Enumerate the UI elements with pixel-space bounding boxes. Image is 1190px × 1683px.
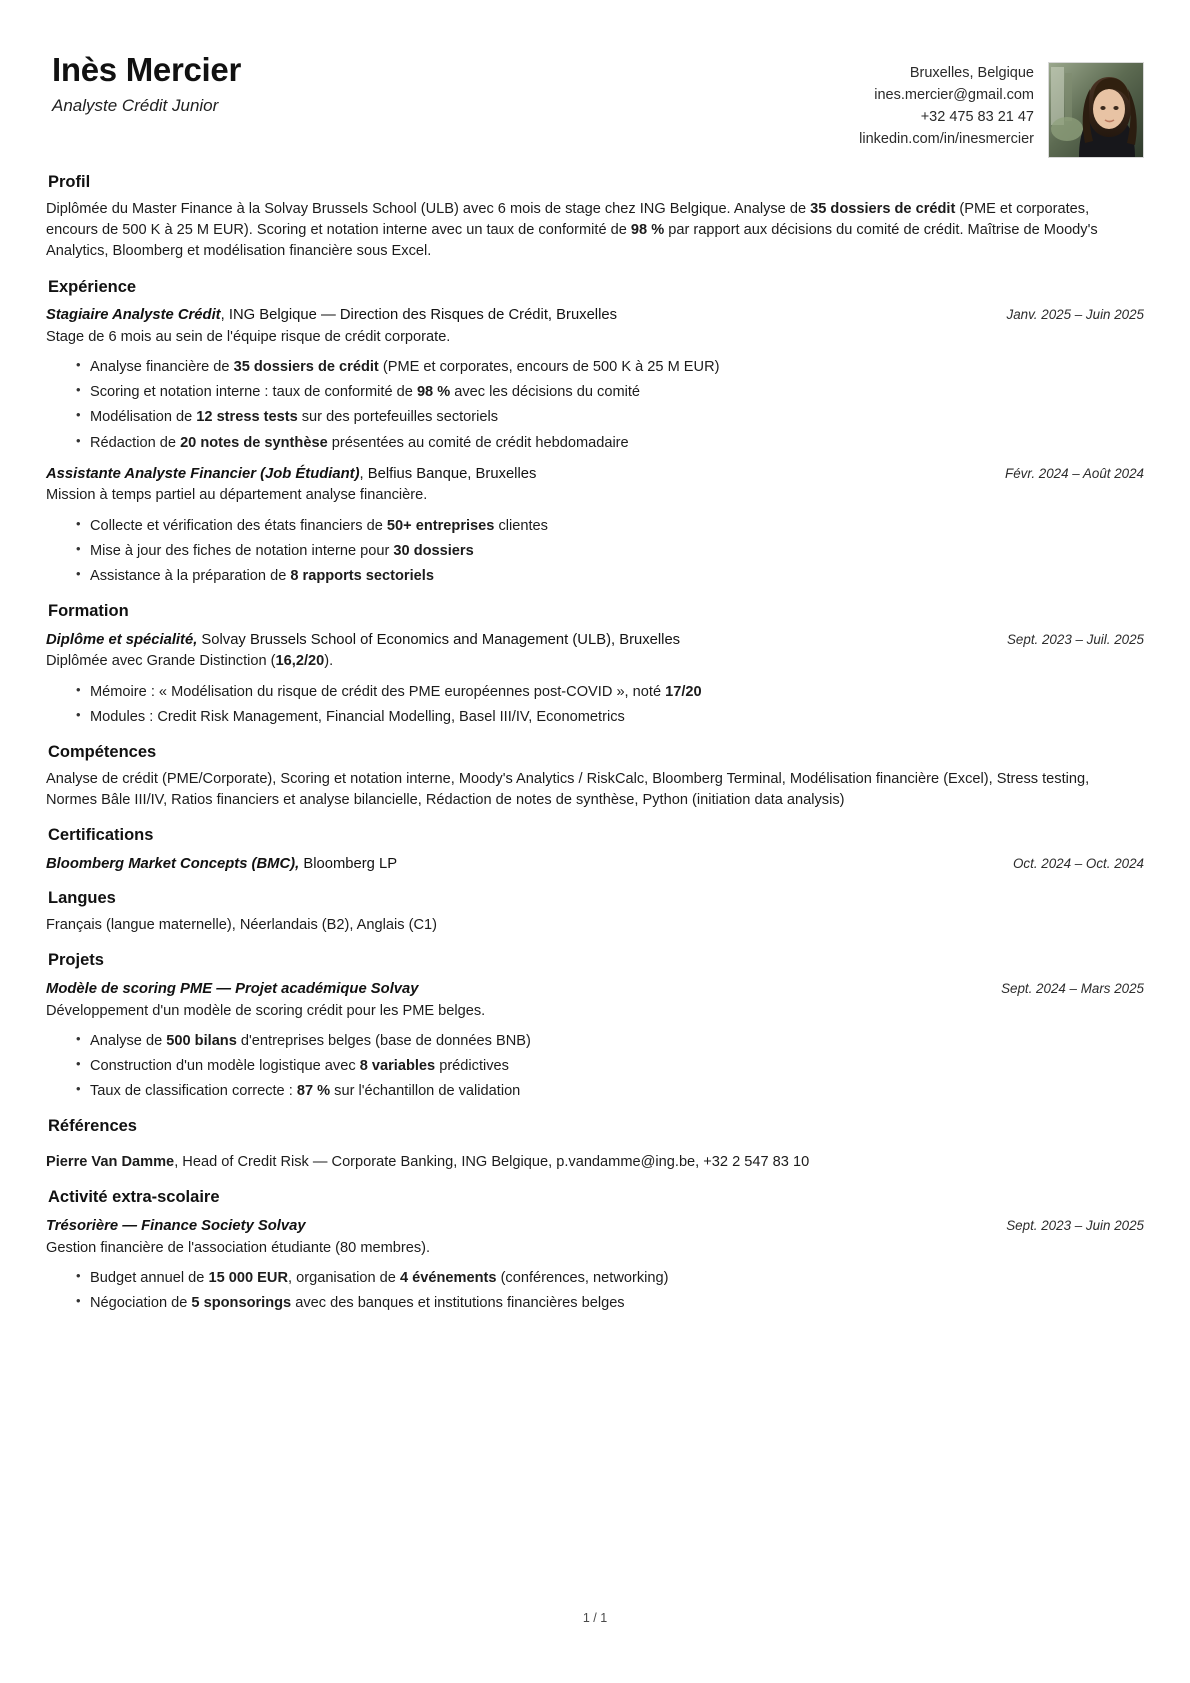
emphasis: 500 bilans — [166, 1032, 237, 1049]
contact-email[interactable]: ines.mercier@gmail.com — [874, 87, 1034, 104]
list-item: • Analyse de 500 bilans d'entreprises belges (base de données BNB) — [76, 1030, 1144, 1052]
emphasis: 35 dossiers de crédit — [810, 200, 956, 217]
certifications-entries — [46, 854, 1144, 875]
entry-date: Janv. 2025 – Juin 2025 — [1006, 307, 1144, 323]
entry-header — [46, 854, 1144, 875]
entry-header — [46, 630, 1144, 651]
list-item: • Taux de classification correcte : 87 % sur l'échantillon de validation — [76, 1080, 1144, 1102]
section-heading-label: Expérience — [48, 277, 137, 296]
section-langues — [46, 888, 1144, 936]
entry-date: Oct. 2024 – Oct. 2024 — [1012, 855, 1144, 871]
entry-role-title: Trésorière — Finance Society Solvay — [46, 1217, 306, 1234]
competences-text: Analyse de crédit (PME/Corporate), Scoring et notation interne, Moody's Analytics / RiskCalc, Bloomberg Terminal, Modélisation financière (Excel), Stress testing, Normes Bâle III/IV, Ratios financiers et analyse bilancielle, Rédaction de notes de synthèse, Python (initiation data analysis) — [46, 770, 1090, 808]
entry-header — [46, 979, 1144, 1000]
entry-date: Sept. 2024 – Mars 2025 — [1001, 980, 1144, 996]
entry-date: Févr. 2024 – Août 2024 — [1005, 465, 1144, 481]
section-heading-label: Activité extra-scolaire — [48, 1188, 220, 1207]
section-formation — [46, 601, 1144, 728]
list-item: • Mise à jour des fiches de notation interne pour 30 dossiers — [76, 540, 1144, 562]
page-indicator: 1 / 1 — [582, 1611, 608, 1625]
entry-role — [46, 1216, 986, 1237]
resume-header — [46, 44, 1144, 158]
list-item: • Assistance à la préparation de 8 rapports sectoriels — [76, 565, 1144, 587]
resume-entry — [46, 979, 1144, 1102]
resume-entry — [46, 464, 1144, 587]
resume-entry — [46, 630, 1144, 728]
references-text: Pierre Van Damme, Head of Credit Risk — Corporate Banking, ING Belgique, p.vandamme@ing.be, +32 2 547 83 10 — [46, 1153, 810, 1170]
projets-entries — [46, 979, 1144, 1102]
emphasis: 15 000 EUR — [208, 1269, 288, 1286]
section-heading-experience — [46, 277, 141, 298]
profile-photo-icon — [1049, 63, 1143, 157]
entry-date: Sept. 2023 – Juil. 2025 — [1007, 631, 1144, 647]
emphasis: 30 dossiers — [393, 542, 474, 559]
profil-text: Diplômée du Master Finance à la Solvay Brussels School (ULB) avec 6 mois de stage chez ING Belgique. Analyse de 35 dossiers de crédit (PME et corporates, encours de 500 K à 25 M EUR). Scoring et notation interne avec un taux de conformité de 98 % par rapport aux décisions du comité de crédit. Maîtrise de Moody's Analytics, Bloomberg et modélisation financière sous Excel. — [46, 200, 1098, 260]
entry-role-org: , ING Belgique — Direction des Risques de Crédit, Bruxelles — [220, 307, 618, 324]
emphasis: 50+ entreprises — [386, 517, 495, 534]
list-item: • Analyse financière de 35 dossiers de crédit (PME et corporates, encours de 500 K à 25 M EUR) — [76, 356, 1144, 378]
list-item: • Négociation de 5 sponsorings avec des banques et institutions financières belges — [76, 1292, 1144, 1314]
entry-subtitle: Mission à temps partiel au département analyse financière. — [46, 487, 428, 504]
section-certifications — [46, 825, 1144, 874]
emphasis: 5 sponsorings — [191, 1294, 292, 1311]
section-projets — [46, 950, 1144, 1102]
section-competences — [46, 742, 1144, 811]
list-item: • Rédaction de 20 notes de synthèse présentées au comité de crédit hebdomadaire — [76, 432, 1144, 454]
entry-role-org: Bloomberg LP — [299, 855, 398, 872]
section-heading-competences — [46, 742, 161, 763]
page-title — [50, 52, 247, 89]
section-heading-langues — [46, 888, 121, 909]
entry-bullet-list — [46, 1267, 1144, 1314]
list-item: • Scoring et notation interne : taux de conformité de 98 % avec les décisions du comité — [76, 381, 1144, 403]
job-title: Analyste Crédit Junior — [52, 95, 219, 115]
emphasis: 8 rapports sectoriels — [290, 567, 434, 584]
emphasis: 16,2/20 — [275, 653, 325, 670]
section-profil — [46, 172, 1144, 263]
contact-linkedin[interactable]: linkedin.com/in/inesmercier — [859, 131, 1034, 148]
list-item: • Modules : Credit Risk Management, Financial Modelling, Basel III/IV, Econometrics — [76, 706, 1144, 728]
entry-role — [46, 979, 981, 1000]
entry-subtitle: Développement d'un modèle de scoring crédit pour les PME belges. — [46, 1002, 486, 1019]
contact-block — [859, 52, 1144, 158]
entry-role-title: Modèle de scoring PME — Projet académique Solvay — [46, 980, 419, 997]
section-heading-extra-scolaire — [46, 1187, 225, 1208]
section-heading-label: Certifications — [48, 826, 154, 845]
emphasis: 98 % — [416, 384, 451, 401]
list-item: • Mémoire : « Modélisation du risque de crédit des PME européennes post-COVID », noté 17/20 — [76, 681, 1144, 703]
entry-role-org: , Belfius Banque, Bruxelles — [359, 465, 537, 482]
entry-header — [46, 464, 1144, 485]
emphasis: 20 notes de synthèse — [180, 434, 328, 451]
resume-entry — [46, 305, 1144, 454]
entry-bullet-list — [46, 1030, 1144, 1103]
entry-role-org: Solvay Brussels School of Economics and Management (ULB), Bruxelles — [197, 631, 681, 648]
section-references — [46, 1116, 1144, 1173]
section-heading-certifications — [46, 825, 158, 846]
avatar — [1048, 62, 1144, 158]
section-heading-references — [46, 1116, 142, 1137]
emphasis: 17/20 — [665, 683, 702, 700]
section-heading-label: Références — [48, 1117, 137, 1136]
section-heading-label: Compétences — [48, 742, 157, 761]
section-heading-label: Langues — [48, 889, 116, 908]
section-heading-label: Formation — [48, 602, 129, 621]
entry-role — [46, 630, 987, 651]
emphasis: 98 % — [630, 221, 665, 238]
langues-text: Français (langue maternelle), Néerlandais (B2), Anglais (C1) — [46, 917, 437, 934]
entry-role-title: Stagiaire Analyste Crédit — [46, 307, 221, 324]
section-heading-profil — [46, 172, 95, 193]
entry-subtitle: Diplômée avec Grande Distinction (16,2/20). — [46, 653, 334, 670]
entry-role — [46, 854, 993, 875]
list-item: • Construction d'un modèle logistique avec 8 variables prédictives — [76, 1055, 1144, 1077]
extra-entries — [46, 1216, 1144, 1314]
section-heading-label: Profil — [48, 173, 91, 191]
resume-entry — [46, 1216, 1144, 1314]
entry-bullet-list — [46, 356, 1144, 454]
entry-role — [46, 464, 985, 485]
entry-role — [46, 305, 987, 326]
entry-header — [46, 305, 1144, 326]
experience-entries — [46, 305, 1144, 587]
emphasis: 12 stress tests — [196, 409, 298, 426]
resume-entry — [46, 854, 1144, 875]
emphasis: 87 % — [296, 1083, 331, 1100]
candidate-name: Inès Mercier — [52, 51, 242, 88]
entry-bullet-list — [46, 681, 1144, 728]
section-heading-projets — [46, 950, 109, 971]
contact-location: Bruxelles, Belgique — [909, 65, 1034, 81]
formation-entries — [46, 630, 1144, 728]
entry-subtitle: Stage de 6 mois au sein de l'équipe risque de crédit corporate. — [46, 328, 451, 345]
emphasis: Pierre Van Damme — [46, 1153, 175, 1170]
section-extra-scolaire — [46, 1187, 1144, 1314]
entry-header — [46, 1216, 1144, 1237]
section-experience — [46, 277, 1144, 588]
identity-block — [46, 52, 247, 116]
list-item: • Collecte et vérification des états financiers de 50+ entreprises clientes — [76, 515, 1144, 537]
entry-date: Sept. 2023 – Juin 2025 — [1006, 1217, 1144, 1233]
list-item: • Budget annuel de 15 000 EUR, organisation de 4 événements (conférences, networking) — [76, 1267, 1144, 1289]
emphasis: 35 dossiers de crédit — [233, 359, 379, 375]
list-item: • Modélisation de 12 stress tests sur des portefeuilles sectoriels — [76, 406, 1144, 428]
entry-subtitle: Gestion financière de l'association étudiante (80 membres). — [46, 1239, 431, 1256]
contact-details — [859, 62, 1034, 150]
section-heading-formation — [46, 601, 134, 622]
section-heading-label: Projets — [48, 951, 104, 970]
entry-role-title: Assistante Analyste Financier (Job Étudiant) — [46, 465, 360, 482]
emphasis: 4 événements — [399, 1269, 497, 1286]
entry-role-title: Diplôme et spécialité, — [46, 631, 198, 648]
entry-bullet-list — [46, 515, 1144, 588]
contact-phone[interactable]: +32 475 83 21 47 — [920, 109, 1034, 126]
emphasis: 8 variables — [359, 1058, 436, 1075]
entry-role-title: Bloomberg Market Concepts (BMC), — [46, 855, 300, 872]
